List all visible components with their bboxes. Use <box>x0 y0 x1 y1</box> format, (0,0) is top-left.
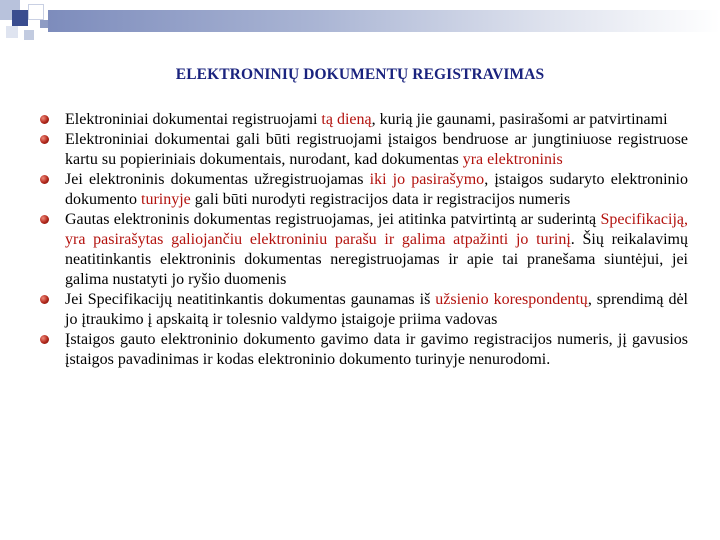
item-text: Įstaigos gauto elektroninio dokumento gavimo data ir gavimo registracijos numeris, jį gavusios įstaigos pavadinimas ir kodas elektroninio dokumento turinyje nenurodomi. <box>65 331 688 368</box>
highlighted-text: tą dieną <box>321 111 372 128</box>
item-text: Gautas elektroninis dokumentas registruojamas, jei atitinka patvirtintą ar suderintą <box>65 211 601 228</box>
item-text: Elektroniniai dokumentai registruojami <box>65 111 322 128</box>
decor-square <box>12 10 28 26</box>
bullet-list <box>38 110 688 370</box>
decor-square <box>40 20 48 28</box>
bullet-icon <box>40 175 49 184</box>
list-item <box>38 130 688 170</box>
item-text: . Šių reikalavimų neatitinkantis elektroninis dokumentas neregistruojamas ir apie tai pranešama siuntėjui, jei galima nustatyti jo ryšio duomenis <box>65 231 688 288</box>
item-text: Jei elektroninis dokumentas užregistruojamas <box>65 171 370 188</box>
decor-square <box>24 30 34 40</box>
header-gradient-bar <box>48 10 720 32</box>
item-text: gali būti nurodyti registracijos data ir registracijos numeris <box>190 191 571 208</box>
bullet-icon <box>40 335 49 344</box>
item-text: , įstaigos sudaryto elektroninio dokumento <box>65 171 689 208</box>
bullet-icon <box>40 135 49 144</box>
highlighted-text: turinyje <box>141 191 191 208</box>
highlighted-text: iki jo pasirašymo <box>369 171 485 188</box>
item-text: Elektroniniai dokumentai gali būti registruojami įstaigos bendruose ar jungtiniuose registruose kartu su popieriniais dokumentais, nurodant, kad dokumentas <box>65 131 688 168</box>
list-item <box>38 110 688 130</box>
list-item <box>38 210 688 290</box>
highlighted-text: Specifikaciją, yra pasirašytas galiojančiu elektroniniu parašu ir galima atpažinti jo turinį <box>65 211 688 248</box>
page-title: ELEKTRONINIŲ DOKUMENTŲ REGISTRAVIMAS <box>175 66 545 83</box>
list-item <box>38 290 688 330</box>
item-text: Jei Specifikacijų neatitinkantis dokumentas gaunamas iš <box>65 291 436 308</box>
highlighted-text: užsienio korespondentų <box>435 291 588 308</box>
decor-square <box>6 26 18 38</box>
highlighted-text: yra elektroninis <box>462 151 563 168</box>
bullet-icon <box>40 295 49 304</box>
decor-square <box>28 4 44 20</box>
item-text: , sprendimą dėl jo įtraukimo į apskaitą ir tolesnio valdymo įstaigoje priima vadovas <box>65 291 688 328</box>
list-item <box>38 170 688 210</box>
bullet-icon <box>40 215 49 224</box>
list-item <box>38 330 688 370</box>
item-text: , kurią jie gaunami, pasirašomi ar patvirtinami <box>371 111 668 128</box>
bullet-icon <box>40 115 49 124</box>
